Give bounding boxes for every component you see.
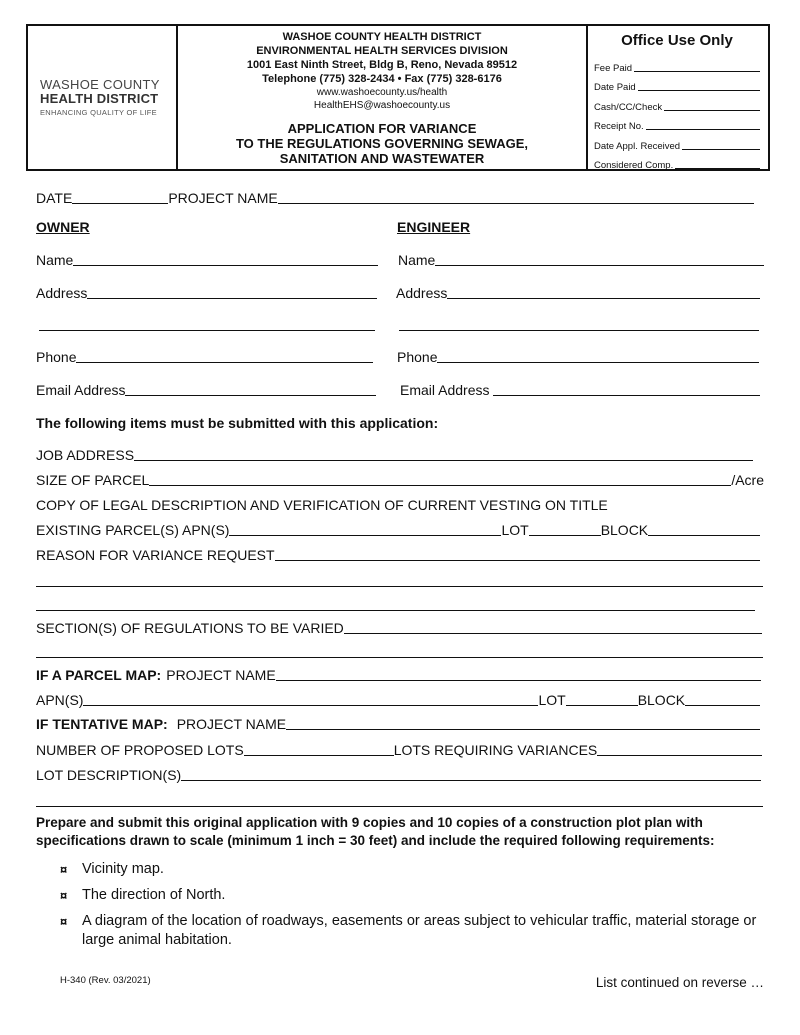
engineer-address-row [396, 283, 760, 301]
bullet-icon: ¤ [60, 888, 68, 903]
engineer-phone-row [397, 347, 759, 365]
parcel-size-row [36, 470, 764, 488]
apns-lot-field[interactable] [566, 705, 638, 706]
owner-name-field[interactable] [73, 265, 378, 266]
tentative-project-label: PROJECT NAME [176, 716, 287, 732]
owner-address-field[interactable] [87, 298, 377, 299]
office-use-title: Office Use Only [621, 32, 733, 49]
engineer-email-field[interactable] [493, 395, 760, 396]
form-title-3: SANITATION AND WASTEWATER [279, 151, 485, 166]
office-field-date-received[interactable]: Date Appl. Received [594, 132, 760, 152]
requirement-vicinity-map: Vicinity map. [82, 861, 164, 877]
agency-name: WASHOE COUNTY HEALTH DISTRICT [282, 31, 482, 43]
existing-block-field[interactable] [648, 535, 760, 536]
lots-variances-field[interactable] [597, 755, 762, 756]
requirement-north: The direction of North. [82, 887, 226, 903]
agency-phone: Telephone (775) 328-2434 • Fax (775) 328-6176 [262, 73, 502, 85]
owner-email-row [36, 380, 376, 398]
tentative-project-field[interactable] [286, 729, 760, 730]
engineer-email-label: Email Address [400, 382, 490, 398]
existing-apn-row [36, 520, 760, 538]
engineer-phone-label: Phone [397, 349, 438, 365]
apns-block-label: BLOCK [637, 692, 686, 708]
parcel-size-label: SIZE OF PARCEL [36, 472, 150, 488]
lots-row [36, 740, 762, 758]
list-item [60, 860, 765, 879]
reason-line-3[interactable] [36, 610, 755, 611]
tentative-map-label: IF TENTATIVE MAP: [36, 716, 168, 732]
existing-lot-label: LOT [501, 522, 529, 538]
office-field-considered-comp[interactable]: Considered Comp. [594, 152, 760, 172]
existing-apn-field[interactable] [229, 535, 501, 536]
apns-lot-label: LOT [538, 692, 566, 708]
form-title-2: TO THE REGULATIONS GOVERNING SEWAGE, [235, 136, 529, 151]
owner-name-row [36, 250, 378, 268]
job-address-label: JOB ADDRESS [36, 447, 135, 463]
items-heading: The following items must be submitted with this application: [36, 415, 439, 431]
owner-address-label: Address [36, 285, 88, 301]
logo-tagline: ENHANCING QUALITY OF LIFE [40, 108, 157, 117]
reason-field[interactable] [275, 560, 760, 561]
continued-note: List continued on reverse … [595, 975, 764, 990]
engineer-address-field[interactable] [447, 298, 760, 299]
agency-info [178, 26, 588, 169]
form-title-1: APPLICATION FOR VARIANCE [287, 121, 477, 136]
agency-address: 1001 East Ninth Street, Bldg B, Reno, Nevada 89512 [246, 59, 518, 71]
office-use-box [588, 26, 768, 169]
reason-label: REASON FOR VARIANCE REQUEST [36, 547, 275, 563]
office-field-date-paid[interactable]: Date Paid [594, 74, 760, 94]
engineer-address-label: Address [396, 285, 448, 301]
owner-heading: OWNER [36, 219, 90, 235]
division-name: ENVIRONMENTAL HEALTH SERVICES DIVISION [256, 45, 508, 57]
form-id: H-340 (Rev. 03/2021) [60, 975, 151, 986]
requirements-list [60, 860, 765, 957]
engineer-email-row [400, 380, 760, 398]
owner-phone-label: Phone [36, 349, 77, 365]
legal-description-row [36, 495, 764, 513]
parcel-project-label: PROJECT NAME [166, 667, 276, 683]
parcel-size-field[interactable] [149, 485, 731, 486]
engineer-heading: ENGINEER [397, 219, 471, 235]
header-box [26, 24, 770, 171]
sections-line-2[interactable] [36, 657, 763, 658]
office-field-payment-method[interactable]: Cash/CC/Check [594, 93, 760, 113]
office-field-receipt-no[interactable]: Receipt No. [594, 113, 760, 133]
reason-row [36, 545, 760, 563]
date-label: DATE [36, 190, 73, 206]
engineer-name-field[interactable] [435, 265, 764, 266]
owner-email-label: Email Address [36, 382, 126, 398]
apns-field[interactable] [83, 705, 538, 706]
bullet-icon: ¤ [60, 914, 68, 929]
legal-description-label: COPY OF LEGAL DESCRIPTION AND VERIFICATION OF CURRENT VESTING ON TITLE [36, 497, 608, 513]
sections-row [36, 618, 762, 636]
owner-address-row [36, 283, 377, 301]
job-address-row [36, 445, 753, 463]
office-field-fee-paid[interactable]: Fee Paid [594, 54, 760, 74]
submission-instructions: Prepare and submit this original application with 9 copies and 10 copies of a construction plot plan with specifications drawn to scale (minimum 1 inch = 30 feet) and include the required following requirements: [36, 815, 715, 848]
date-field[interactable] [72, 203, 168, 204]
owner-address-line-2[interactable] [39, 330, 375, 331]
reason-line-2[interactable] [36, 586, 763, 587]
parcel-map-label: IF A PARCEL MAP: [36, 667, 162, 683]
job-address-field[interactable] [134, 460, 753, 461]
apns-label: APN(S) [36, 692, 84, 708]
lot-description-label: LOT DESCRIPTION(S) [36, 767, 182, 783]
owner-email-field[interactable] [125, 395, 376, 396]
health-district-logo [28, 26, 178, 169]
engineer-name-label: Name [398, 252, 436, 268]
owner-phone-row [36, 347, 373, 365]
lots-variances-label: LOTS REQUIRING VARIANCES [393, 742, 598, 758]
agency-website: www.washoecounty.us/health [316, 87, 448, 98]
sections-label: SECTION(S) OF REGULATIONS TO BE VARIED [36, 620, 344, 636]
sections-field[interactable] [344, 633, 762, 634]
requirement-diagram: A diagram of the location of roadways, easements or areas subject to vehicular traffic, material storage or large animal habitation. [82, 913, 757, 948]
bullet-icon: ¤ [60, 862, 68, 877]
parcel-map-row [36, 665, 761, 683]
date-project-row [36, 188, 754, 206]
list-item [60, 912, 765, 950]
apns-block-field[interactable] [685, 705, 760, 706]
engineer-heading-row [397, 217, 737, 235]
num-lots-label: NUMBER OF PROPOSED LOTS [36, 742, 244, 758]
project-name-label: PROJECT NAME [168, 190, 278, 206]
list-item [60, 886, 765, 905]
agency-email: HealthEHS@washoecounty.us [313, 100, 451, 111]
lot-description-line-2[interactable] [36, 806, 763, 807]
tentative-map-row [36, 714, 760, 732]
lot-description-field[interactable] [181, 780, 761, 781]
project-name-field[interactable] [278, 203, 754, 204]
logo-line-2: HEALTH DISTRICT [40, 91, 159, 106]
existing-block-label: BLOCK [600, 522, 649, 538]
items-heading-row [36, 413, 764, 431]
owner-phone-field[interactable] [76, 362, 373, 363]
acre-unit: /Acre [731, 472, 764, 488]
engineer-name-row [398, 250, 764, 268]
owner-heading-row [36, 217, 376, 235]
apns-row [36, 690, 760, 708]
owner-name-label: Name [36, 252, 74, 268]
parcel-project-field[interactable] [276, 680, 761, 681]
lot-description-row [36, 765, 761, 783]
existing-lot-field[interactable] [529, 535, 601, 536]
logo-line-1: WASHOE COUNTY [40, 77, 160, 92]
engineer-address-line-2[interactable] [399, 330, 759, 331]
num-lots-field[interactable] [244, 755, 394, 756]
engineer-phone-field[interactable] [437, 362, 759, 363]
existing-apn-label: EXISTING PARCEL(S) APN(S) [36, 522, 230, 538]
